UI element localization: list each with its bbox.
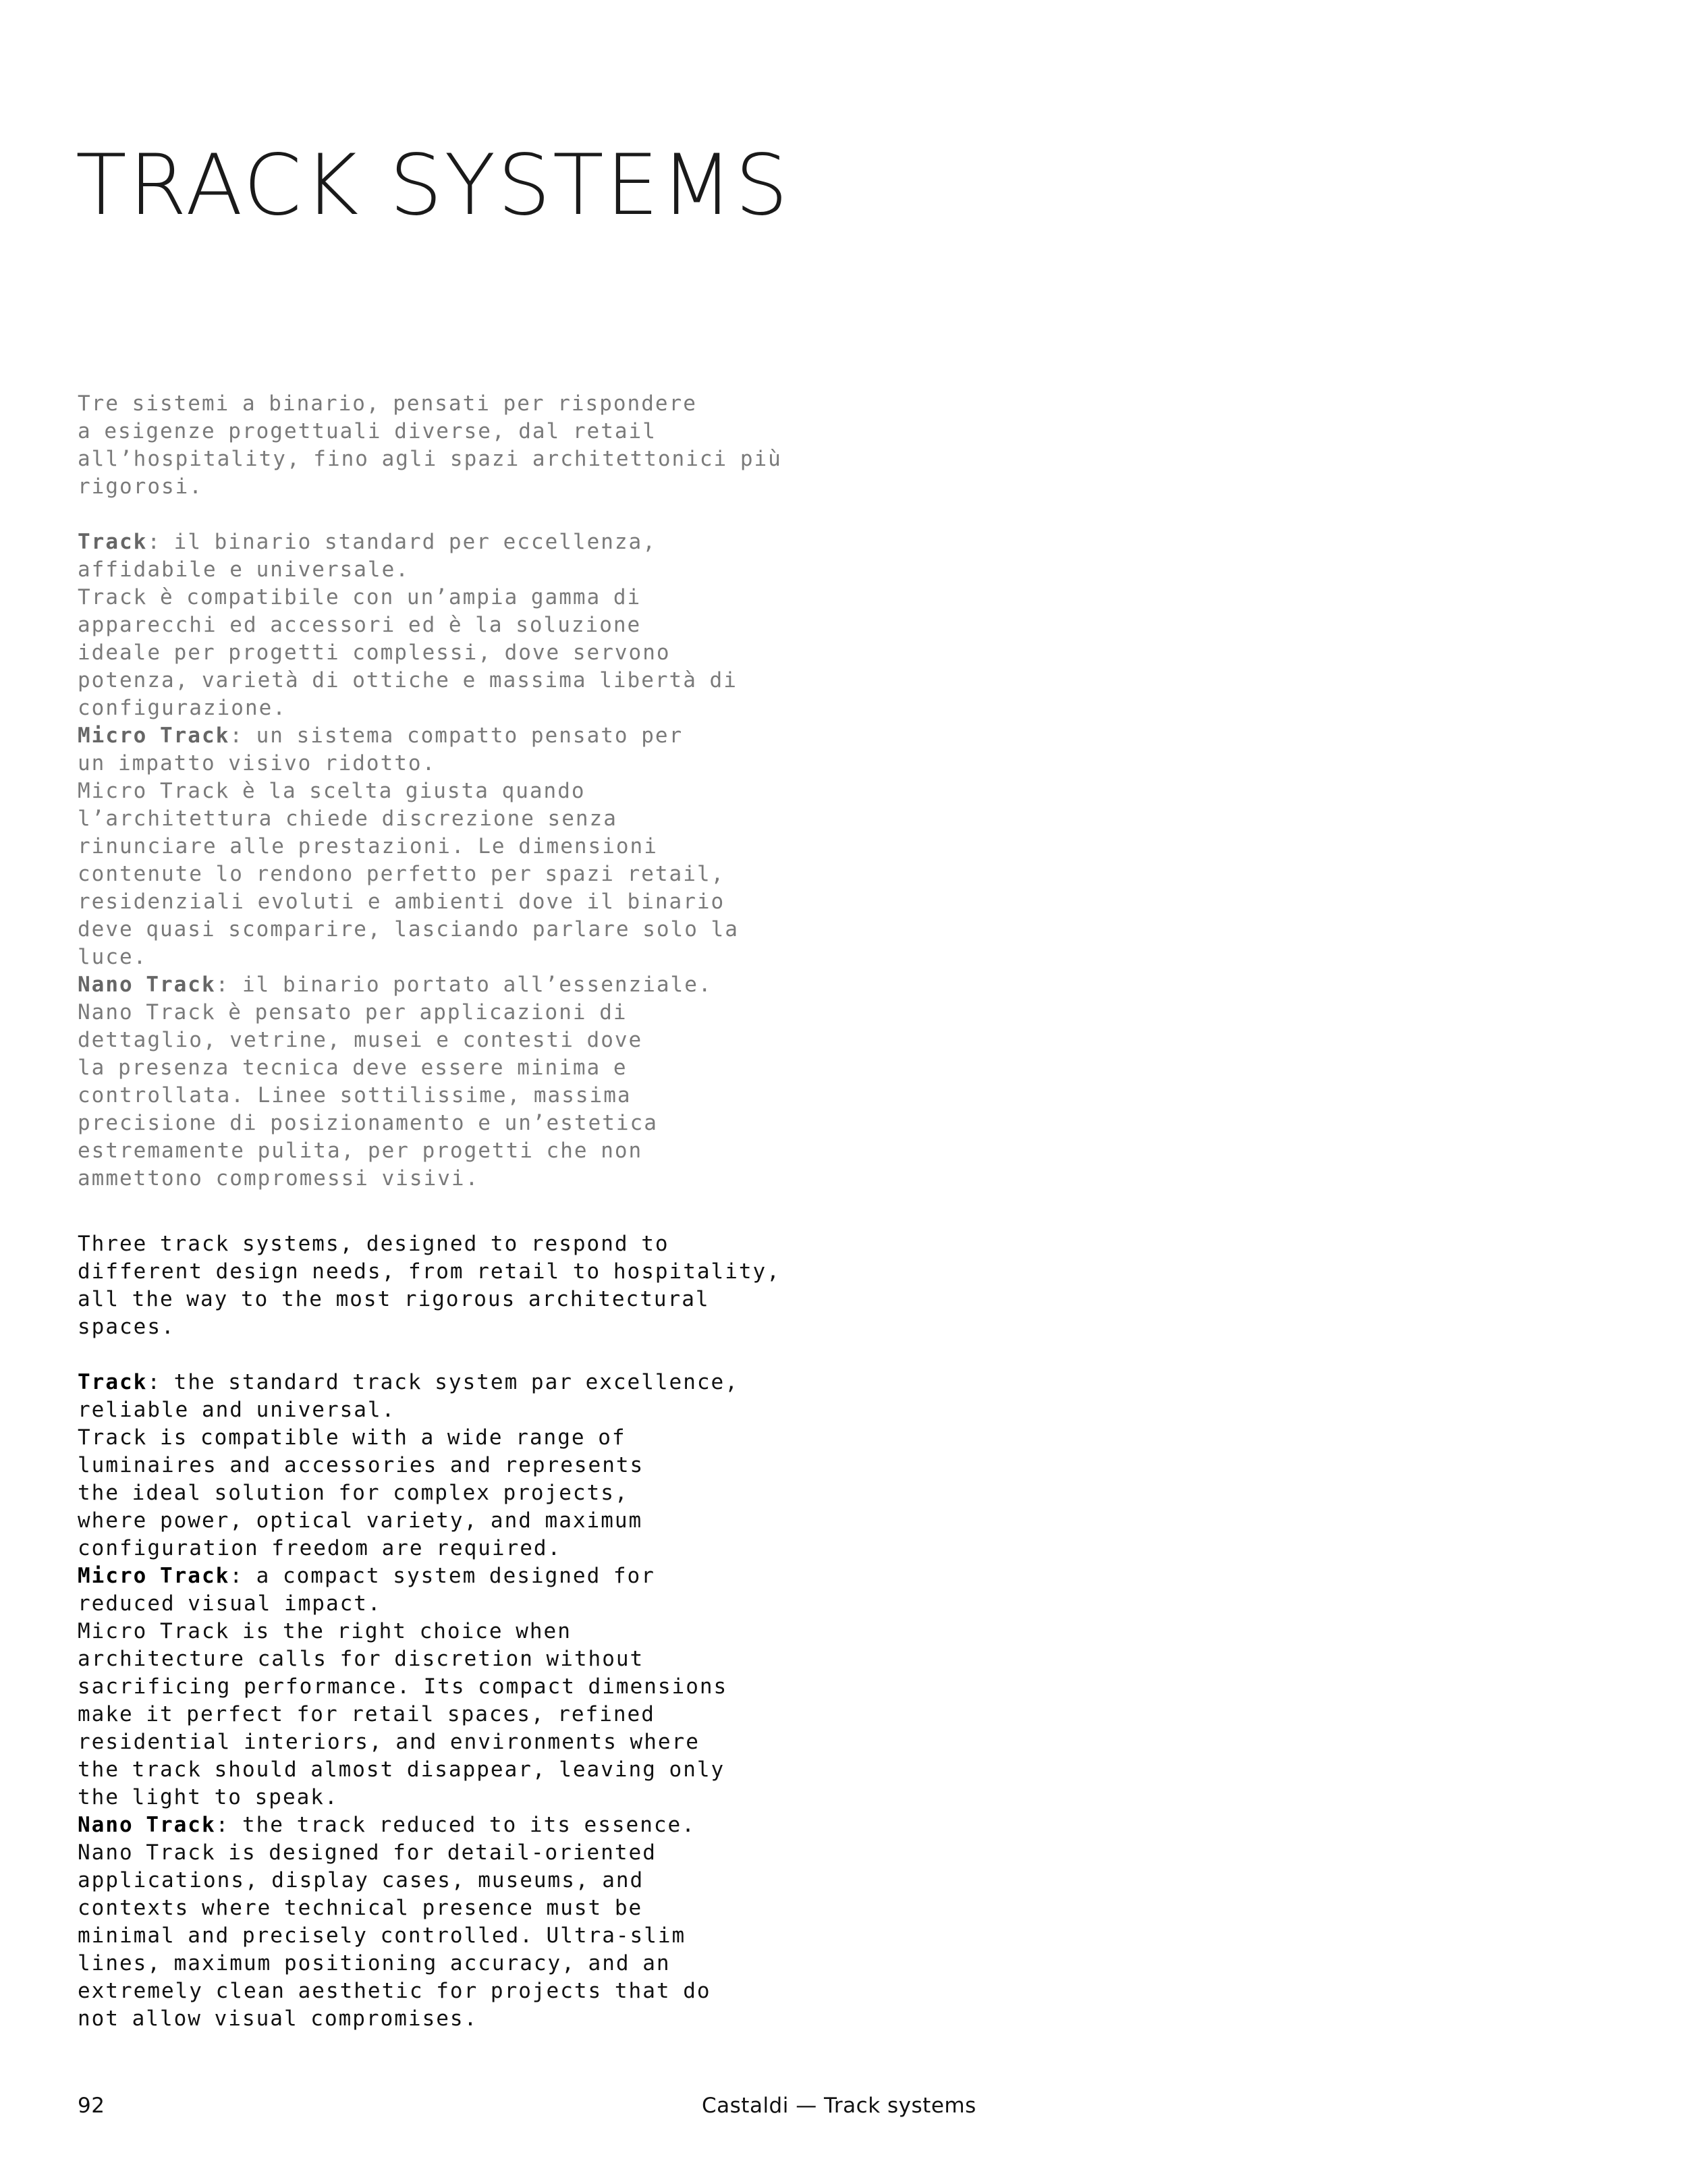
text-line: sacrificing performance. Its compact dimensions bbox=[78, 1674, 728, 1699]
track-term: Track bbox=[78, 1370, 148, 1394]
text-line: : the standard track system par excellence, bbox=[147, 1370, 739, 1394]
italian-intro bbox=[78, 390, 782, 501]
text-line: minimal and precisely controlled. Ultra-slim bbox=[78, 1923, 686, 1948]
nano-track-term: Nano Track bbox=[78, 1813, 216, 1837]
text-line: the light to speak. bbox=[78, 1785, 339, 1809]
text-line: where power, optical variety, and maximum bbox=[78, 1508, 643, 1533]
text-line: Tre sistemi a binario, pensati per rispondere bbox=[78, 391, 697, 416]
text-line: : un sistema compatto pensato per bbox=[229, 724, 684, 748]
text-line: Nano Track è pensato per applicazioni di bbox=[78, 1000, 628, 1025]
text-line: un impatto visivo ridotto. bbox=[78, 751, 437, 775]
text-line: configuration freedom are required. bbox=[78, 1536, 562, 1560]
text-line: : il binario portato all’essenziale. bbox=[215, 973, 713, 997]
text-line: all’hospitality, fino agli spazi architettonici più bbox=[78, 447, 782, 471]
text-line: deve quasi scomparire, lasciando parlare solo la bbox=[78, 917, 739, 941]
text-line: la presenza tecnica deve essere minima e bbox=[78, 1056, 628, 1080]
text-line: ideale per progetti complessi, dove servono bbox=[78, 640, 671, 665]
text-line: a esigenze progettuali diverse, dal retail bbox=[78, 419, 657, 443]
text-line: Nano Track is designed for detail-oriented bbox=[78, 1840, 657, 1865]
text-line: Micro Track è la scelta giusta quando bbox=[78, 779, 586, 803]
micro-track-term: Micro Track bbox=[78, 1564, 230, 1588]
text-line: potenza, varietà di ottiche e massima libertà di bbox=[78, 668, 738, 692]
italian-nano-track-paragraph bbox=[78, 971, 752, 1193]
text-line: architecture calls for discretion without bbox=[78, 1647, 644, 1671]
text-line: controllata. Linee sottilissime, massima bbox=[78, 1083, 632, 1108]
page-number: 92 bbox=[78, 2094, 105, 2118]
text-line: contenute lo rendono perfetto per spazi retail, bbox=[78, 862, 725, 886]
text-line: reliable and universal. bbox=[78, 1398, 396, 1422]
text-line: l’architettura chiede discrezione senza bbox=[78, 807, 617, 831]
text-line: estremamente pulita, per progetti che non bbox=[78, 1139, 643, 1163]
text-line: spaces. bbox=[78, 1315, 175, 1339]
text-line: luce. bbox=[78, 945, 148, 969]
running-footer-title: Castaldi — Track systems bbox=[702, 2094, 976, 2118]
text-line: residential interiors, and environments where bbox=[78, 1730, 700, 1754]
text-line: make it perfect for retail spaces, refined bbox=[78, 1702, 655, 1726]
italian-micro-track-paragraph bbox=[78, 722, 752, 971]
page-title: TRACK SYSTEMS bbox=[76, 137, 790, 234]
text-line: : the track reduced to its essence. bbox=[215, 1813, 696, 1837]
text-line: Micro Track is the right choice when bbox=[78, 1619, 572, 1643]
english-micro-track-paragraph bbox=[78, 1562, 752, 1811]
text-line: different design needs, from retail to hospitality, bbox=[78, 1259, 781, 1284]
text-line: precisione di posizionamento e un’estetica bbox=[78, 1111, 658, 1135]
nano-track-term: Nano Track bbox=[78, 973, 216, 997]
track-term: Track bbox=[78, 530, 148, 554]
text-line: extremely clean aesthetic for projects that do bbox=[78, 1979, 711, 2003]
text-line: Track è compatibile con un’ampia gamma di bbox=[78, 585, 642, 609]
text-line: apparecchi ed accessori ed è la soluzione bbox=[78, 613, 642, 637]
text-line: contexts where technical presence must be bbox=[78, 1896, 643, 1920]
text-line: rinunciare alle prestazioni. Le dimensioni bbox=[78, 834, 658, 858]
text-line: the track should almost disappear, leaving only bbox=[78, 1757, 725, 1782]
italian-track-paragraph bbox=[78, 528, 752, 722]
text-line: the ideal solution for complex projects, bbox=[78, 1481, 629, 1505]
text-line: residenziali evoluti e ambienti dove il binario bbox=[78, 890, 725, 914]
text-line: reduced visual impact. bbox=[78, 1591, 382, 1616]
text-line: not allow visual compromises. bbox=[78, 2006, 478, 2031]
text-line: rigorosi. bbox=[78, 474, 203, 499]
text-line: affidabile e universale. bbox=[78, 557, 410, 582]
italian-text-block bbox=[78, 390, 782, 1193]
text-line: lines, maximum positioning accuracy, and an bbox=[78, 1951, 671, 1975]
english-text-block bbox=[78, 1230, 781, 2033]
text-line: applications, display cases, museums, and bbox=[78, 1868, 644, 1892]
text-line: ammettono compromessi visivi. bbox=[78, 1166, 480, 1191]
text-line: luminaires and accessories and represents bbox=[78, 1453, 644, 1477]
english-track-paragraph bbox=[78, 1369, 752, 1562]
text-line: dettaglio, vetrine, musei e contesti dove bbox=[78, 1028, 643, 1052]
english-nano-track-paragraph bbox=[78, 1811, 752, 2033]
micro-track-term: Micro Track bbox=[78, 724, 230, 748]
text-line: Three track systems, designed to respond to bbox=[78, 1232, 669, 1256]
text-line: Track is compatible with a wide range of bbox=[78, 1425, 626, 1450]
text-line: : a compact system designed for bbox=[229, 1564, 655, 1588]
text-line: all the way to the most rigorous architectural bbox=[78, 1287, 710, 1311]
text-line: configurazione. bbox=[78, 696, 287, 720]
text-line: : il binario standard per eccellenza, bbox=[147, 530, 657, 554]
english-intro bbox=[78, 1230, 781, 1341]
